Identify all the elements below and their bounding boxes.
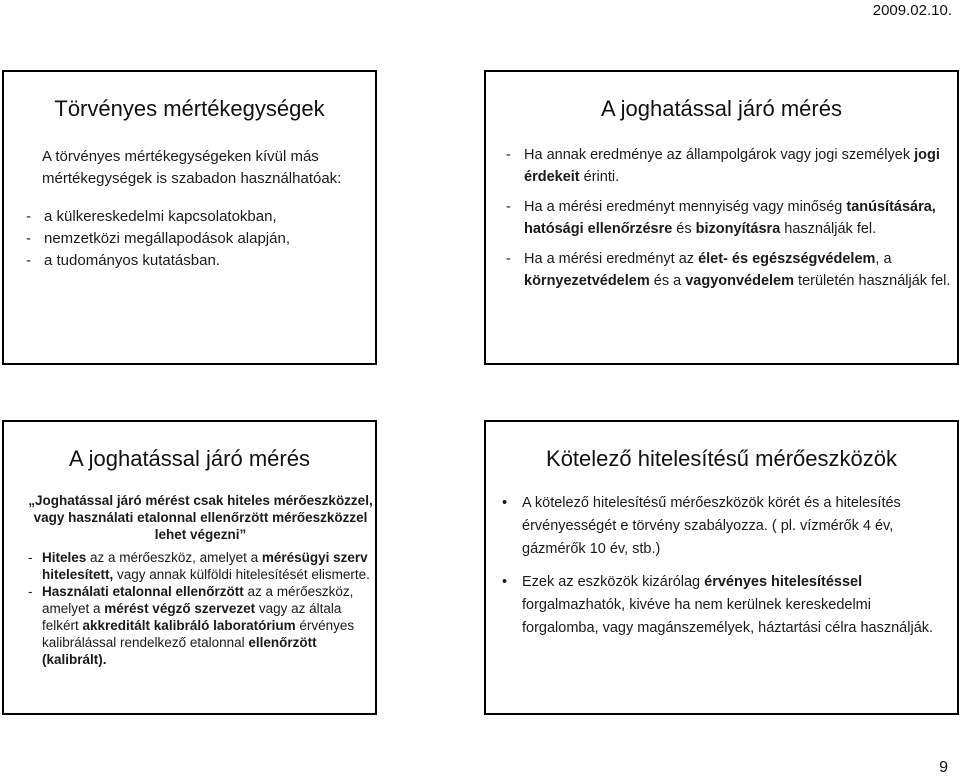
slide-body (506, 144, 951, 300)
print-date: 2009.02.10. (872, 2, 952, 19)
slide-title: A joghatással járó mérés (601, 96, 842, 121)
slide-body (28, 492, 373, 668)
slide-body (26, 146, 372, 272)
bullet-icon: • (502, 574, 508, 590)
list-item: - Hiteles az a mérőeszköz, amelyet a mérésügyi szerv hitelesített, vagy annak külföldi hitelesítését elismerte. (28, 550, 370, 582)
slide-title: Kötelező hitelesítésű mérőeszközök (546, 446, 897, 471)
intro-text: A törvényes mértékegységeken kívül más mértékegységek is szabadon használhatóak: (42, 148, 342, 187)
list-item: - a tudományos kutatásban. (26, 252, 220, 269)
slide-kotelezo-hitelesitesu-meroeszkozok (484, 420, 959, 715)
slide-joghatassal-jaro-meres-2 (2, 420, 377, 715)
slide-joghatassal-jaro-meres-1 (484, 70, 959, 365)
list-item: - Ha annak eredménye az állampolgárok vagy jogi személyek jogi érdekeit érinti. (506, 147, 940, 185)
bullet-icon: • (502, 495, 508, 511)
quote-text: „Joghatással járó mérést csak hiteles mérőeszközzel, vagy használati etalonnal ellenőrzött mérőeszközzel lehet végezni” (28, 493, 373, 542)
slide-body (502, 492, 947, 650)
list-item: • Ezek az eszközök kizárólag érvényes hitelesítéssel forgalmazhatók, kivéve ha nem kerülnek kereskedelmi forgalomba, vagy magánszemélyek, háztartási célra használják. (502, 571, 947, 640)
slide-title: Törvényes mértékegységek (54, 96, 325, 121)
list-item: - Használati etalonnal ellenőrzött az a mérőeszköz, amelyet a mérést végző szervezet vagy az általa felkért akkreditált kalibráló laboratórium érvényes kalibrálással rendelkező etalonnal ellenőrzött (kalibrált). (28, 584, 355, 667)
list-item: - Ha a mérési eredményt mennyiség vagy minőség tanúsítására, hatósági ellenőrzésre és bizonyításra használják fel. (506, 199, 936, 237)
list-item: - nemzetközi megállapodások alapján, (26, 230, 290, 247)
list-item: - a külkereskedelmi kapcsolatokban, (26, 208, 277, 225)
page-number: 9 (939, 759, 948, 776)
slide-torvenyes-mertekegysegek (2, 70, 377, 365)
slide-title: A joghatással járó mérés (69, 446, 310, 471)
list-item: - Ha a mérési eredményt az élet- és egészségvédelem, a környezetvédelem és a vagyonvédelem területén használják fel. (506, 251, 951, 289)
list-item: • A kötelező hitelesítésű mérőeszközök körét és a hitelesítés érvényességét e törvény szabályozza. ( pl. vízmérők 4 év, gázmérők 10 év, stb.) (502, 492, 947, 561)
